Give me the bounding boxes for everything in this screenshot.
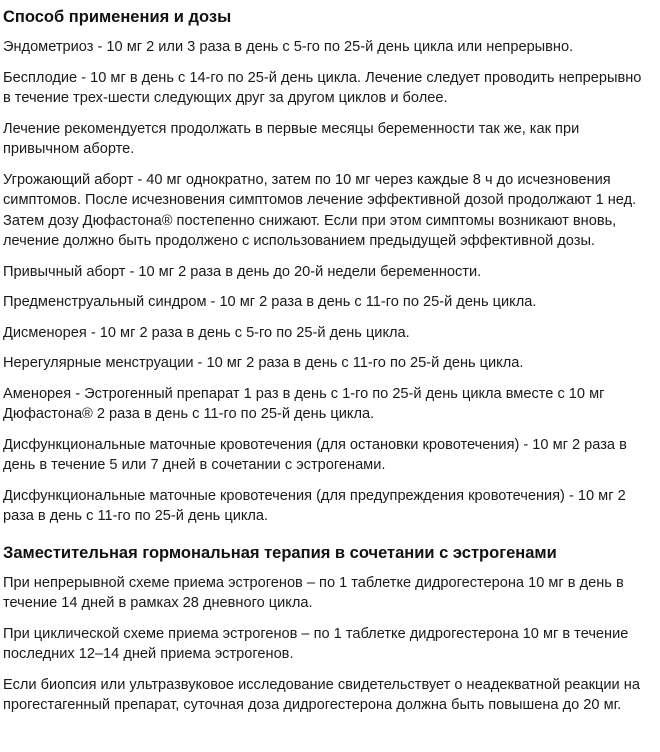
paragraph-pms: Предменструальный синдром - 10 мг 2 раза в день с 11-го по 25-й день цикла.: [3, 294, 537, 310]
paragraph-cyclic-scheme: При циклической схеме приема эстрогенов – по 1 таблетке дидрогестерона 10 мг в течение последних 12–14 дней приема эстрогенов.: [3, 625, 629, 662]
paragraph-bleeding-prevent: Дисфункциональные маточные кровотечения (для предупреждения кровотечения) - 10 мг 2 раза в день с 11-го по 25-й день цикла.: [3, 487, 626, 524]
section-title-hrt: Заместительная гормональная терапия в сочетании с эстрогенами: [3, 543, 557, 562]
paragraph-dysmenorrhea: Дисменорея - 10 мг 2 раза в день с 5-го по 25-й день цикла.: [3, 324, 410, 341]
paragraph-bleeding-stop: Дисфункциональные маточные кровотечения (для остановки кровотечения) - 10 мг 2 раза в день в течение 5 или 7 дней в сочетании с эстрогенами.: [3, 436, 627, 473]
paragraph-infertility: Бесплодие - 10 мг в день с 14-го по 25-й день цикла. Лечение следует проводить непрерывно в течение трех-шести следующих друг за другом циклов и более.: [3, 69, 642, 106]
paragraph-irregular-menstruation: Нерегулярные менструации - 10 мг 2 раза в день с 11-го по 25-й день цикла.: [3, 355, 524, 371]
paragraph-amenorrhea: Аменорея - Эстрогенный препарат 1 раз в день с 1-го по 25-й день цикла вместе с 10 мг Дюфастона® 2 раза в день с 11-го по 25-й день цикла.: [3, 385, 605, 422]
paragraph-pregnancy: Лечение рекомендуется продолжать в первые месяцы беременности так же, как при привычном аборте.: [3, 120, 580, 157]
paragraph-biopsy: Если биопсия или ультразвуковое исследование свидетельствует о неадекватной реакции на прогестагенный препарат, суточная доза дидрогестерона должна быть повышена до 20 мг.: [3, 676, 640, 713]
paragraph-habitual-abortion: Привычный аборт - 10 мг 2 раза в день до 20-й недели беременности.: [3, 263, 482, 280]
paragraph-endometriosis: Эндометриоз - 10 мг 2 или 3 раза в день с 5-го по 25-й день цикла или непрерывно.: [3, 39, 574, 55]
section-title-dosage: Способ применения и дозы: [3, 8, 232, 26]
paragraph-threatened-abortion: Угрожающий аборт - 40 мг однократно, затем по 10 мг через каждые 8 ч до исчезновения симптомов. После исчезновения симптомов лечение эффективной дозой продолжают 1 нед. Затем дозу Дюфастона® постепенно снижают. Если при этом симптомы возникают вновь, лечение должно быть продолжено с использованием предыдущей эффективной дозы.: [3, 171, 637, 249]
paragraph-continuous-scheme: При непрерывной схеме приема эстрогенов – по 1 таблетке дидрогестерона 10 мг в день в течение 14 дней в рамках 28 дневного цикла.: [3, 574, 624, 611]
